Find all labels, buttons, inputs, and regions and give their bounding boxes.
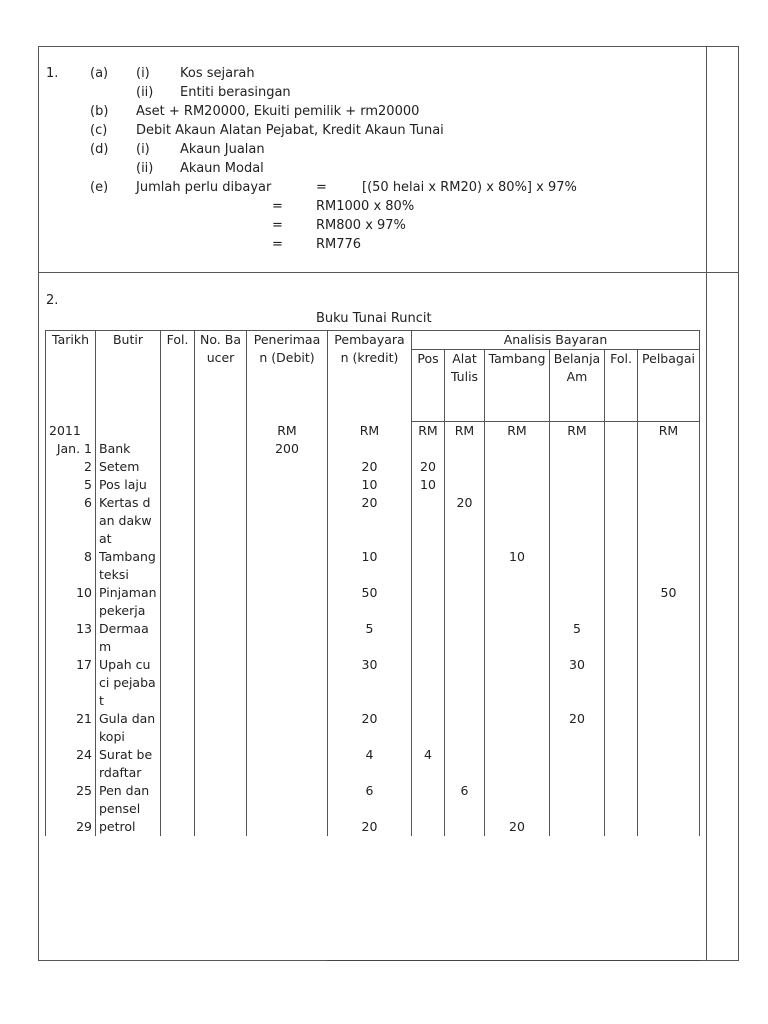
cell-date: 10 [46, 584, 96, 620]
sub-label: (i) [136, 66, 150, 81]
header-belanja-am: Belanja Am [550, 350, 605, 422]
cell-pos [412, 818, 445, 836]
header-butir: Butir [96, 331, 161, 422]
cell-tambang: 10 [485, 548, 550, 584]
calc-value: RM1000 x 80% [316, 199, 415, 214]
cell-pos [412, 620, 445, 656]
cell-pembayaran: 10 [328, 548, 412, 584]
part-label: (c) [90, 123, 108, 138]
cell-belanja-am [550, 476, 605, 494]
section-divider [38, 272, 739, 273]
cell-pelbagai [638, 548, 700, 584]
cell-belanja-am: 30 [550, 656, 605, 710]
cell-butir: Pos laju [96, 476, 161, 494]
cell-butir: petrol [96, 818, 161, 836]
cell-tambang [485, 746, 550, 782]
cell-pelbagai [638, 710, 700, 746]
unit-label: RM [485, 422, 550, 441]
cell-alat-tulis [445, 440, 485, 458]
cell-pos [412, 584, 445, 620]
cell-alat-tulis [445, 620, 485, 656]
equals-sign: = [272, 199, 283, 214]
table-row [46, 818, 700, 836]
margin-divider [706, 46, 707, 961]
cell-pelbagai [638, 440, 700, 458]
cell-belanja-am [550, 548, 605, 584]
cell-butir: Kertas dan dakwat [96, 494, 161, 548]
cell-alat-tulis [445, 746, 485, 782]
cell-butir: Setem [96, 458, 161, 476]
cell-alat-tulis [445, 548, 485, 584]
cell-pelbagai [638, 818, 700, 836]
cell-pembayaran: 4 [328, 746, 412, 782]
table-row [46, 584, 700, 620]
table-row [46, 548, 700, 584]
cell-date: 25 [46, 782, 96, 818]
cell-penerimaan [247, 476, 328, 494]
cell-penerimaan [247, 584, 328, 620]
cell-belanja-am: 5 [550, 620, 605, 656]
cell-date: 21 [46, 710, 96, 746]
cell-date: 2 [46, 458, 96, 476]
total-rule [327, 960, 700, 961]
sub-label: (i) [136, 142, 150, 157]
unit-label: RM [638, 422, 700, 441]
table-row [46, 476, 700, 494]
cell-penerimaan [247, 710, 328, 746]
cell-pos: 20 [412, 458, 445, 476]
cell-pelbagai [638, 494, 700, 548]
cell-pos [412, 548, 445, 584]
cell-butir: Dermaam [96, 620, 161, 656]
cell-tambang [485, 656, 550, 710]
cell-date: 13 [46, 620, 96, 656]
answer-text: Debit Akaun Alatan Pejabat, Kredit Akaun Tunai [136, 123, 444, 138]
unit-label: RM [550, 422, 605, 441]
header-analisis-bayaran: Analisis Bayaran [412, 331, 700, 350]
cell-butir: Tambang teksi [96, 548, 161, 584]
table-row [46, 458, 700, 476]
cell-date: 29 [46, 818, 96, 836]
cell-belanja-am [550, 494, 605, 548]
cell-pos [412, 494, 445, 548]
header-pos: Pos [412, 350, 445, 422]
unit-row [46, 422, 700, 441]
cell-pembayaran: 5 [328, 620, 412, 656]
calc-value: RM800 x 97% [316, 218, 406, 233]
cell-tambang [485, 620, 550, 656]
cell-pos [412, 440, 445, 458]
cell-butir: Pinjaman pekerja [96, 584, 161, 620]
cell-tambang [485, 476, 550, 494]
cell-date: 8 [46, 548, 96, 584]
cell-pembayaran: 20 [328, 494, 412, 548]
answer-text: Akaun Modal [180, 161, 264, 176]
cell-alat-tulis [445, 584, 485, 620]
cell-pembayaran [328, 440, 412, 458]
cell-alat-tulis [445, 656, 485, 710]
cell-penerimaan [247, 620, 328, 656]
answer-text: Entiti berasingan [180, 85, 291, 100]
table-row [46, 620, 700, 656]
cell-tambang: 20 [485, 818, 550, 836]
cell-penerimaan [247, 656, 328, 710]
cell-pembayaran: 20 [328, 458, 412, 476]
header-pembayaran: Pembayaran (kredit) [328, 331, 412, 422]
cell-tambang [485, 782, 550, 818]
cell-pelbagai [638, 746, 700, 782]
answer-text: Aset + RM20000, Ekuiti pemilik + rm20000 [136, 104, 420, 119]
cell-pelbagai [638, 782, 700, 818]
table-row [46, 782, 700, 818]
unit-label: RM [328, 422, 412, 441]
question-number: 2. [46, 293, 59, 308]
answer-text: Kos sejarah [180, 66, 255, 81]
answer-text: Akaun Jualan [180, 142, 265, 157]
cell-penerimaan: 200 [247, 440, 328, 458]
part-label: (a) [90, 66, 109, 81]
cell-pelbagai [638, 476, 700, 494]
table-row [46, 746, 700, 782]
cell-belanja-am [550, 440, 605, 458]
cell-date: 24 [46, 746, 96, 782]
cell-date: 6 [46, 494, 96, 548]
cell-tambang [485, 440, 550, 458]
cell-pembayaran: 50 [328, 584, 412, 620]
cell-alat-tulis [445, 710, 485, 746]
unit-label: RM [445, 422, 485, 441]
cell-alat-tulis: 6 [445, 782, 485, 818]
cell-pos [412, 710, 445, 746]
header-no-baucer: No. Baucer [195, 331, 247, 422]
cell-alat-tulis [445, 458, 485, 476]
cell-belanja-am [550, 782, 605, 818]
cell-pelbagai [638, 620, 700, 656]
header-tarikh: Tarikh [46, 331, 96, 422]
cell-penerimaan [247, 548, 328, 584]
part-label: (d) [90, 142, 109, 157]
cell-pelbagai [638, 458, 700, 476]
cell-pembayaran: 10 [328, 476, 412, 494]
cell-butir: Pen dan pensel [96, 782, 161, 818]
cell-tambang [485, 584, 550, 620]
cell-alat-tulis [445, 476, 485, 494]
table-row [46, 440, 700, 458]
cell-tambang [485, 458, 550, 476]
cell-date: Jan. 1 [46, 440, 96, 458]
cell-penerimaan [247, 746, 328, 782]
table-title: Buku Tunai Runcit [316, 311, 432, 326]
cell-penerimaan [247, 818, 328, 836]
equals-sign: = [316, 180, 327, 195]
cell-butir: Gula dan kopi [96, 710, 161, 746]
cell-pembayaran: 30 [328, 656, 412, 710]
cell-alat-tulis [445, 818, 485, 836]
answer-text: Jumlah perlu dibayar [136, 180, 272, 195]
part-label: (b) [90, 104, 109, 119]
cell-pembayaran: 20 [328, 818, 412, 836]
cell-pos: 4 [412, 746, 445, 782]
equals-sign: = [272, 237, 283, 252]
cell-belanja-am [550, 458, 605, 476]
cell-alat-tulis: 20 [445, 494, 485, 548]
cell-belanja-am [550, 746, 605, 782]
cell-date: 17 [46, 656, 96, 710]
cell-belanja-am: 20 [550, 710, 605, 746]
cell-penerimaan [247, 782, 328, 818]
unit-label: RM [412, 422, 445, 441]
cell-pembayaran: 6 [328, 782, 412, 818]
sub-label: (ii) [136, 85, 154, 100]
header-pelbagai: Pelbagai [638, 350, 700, 422]
cell-pelbagai: 50 [638, 584, 700, 620]
cell-butir: Upah cuci pejabat [96, 656, 161, 710]
table-row [46, 710, 700, 746]
cell-pos [412, 656, 445, 710]
petty-cash-book-table [45, 330, 700, 836]
header-penerimaan: Penerimaan (Debit) [247, 331, 328, 422]
cell-belanja-am [550, 584, 605, 620]
header-fol: Fol. [605, 350, 638, 422]
question-number: 1. [46, 66, 59, 81]
cell-belanja-am [550, 818, 605, 836]
header-alat-tulis: Alat Tulis [445, 350, 485, 422]
equals-sign: = [272, 218, 283, 233]
cell-pos [412, 782, 445, 818]
cell-penerimaan [247, 458, 328, 476]
table-row [46, 656, 700, 710]
cell-penerimaan [247, 494, 328, 548]
cell-pembayaran: 20 [328, 710, 412, 746]
calc-value: RM776 [316, 237, 362, 252]
table-row [46, 494, 700, 548]
sub-label: (ii) [136, 161, 154, 176]
year-cell: 2011 [46, 422, 96, 441]
cell-pos: 10 [412, 476, 445, 494]
header-tambang: Tambang [485, 350, 550, 422]
cell-tambang [485, 494, 550, 548]
header-fol: Fol. [161, 331, 195, 422]
cell-date: 5 [46, 476, 96, 494]
cell-butir: Surat berdaftar [96, 746, 161, 782]
unit-label: RM [247, 422, 328, 441]
cell-butir: Bank [96, 440, 161, 458]
cell-tambang [485, 710, 550, 746]
cell-pelbagai [638, 656, 700, 710]
part-label: (e) [90, 180, 109, 195]
calc-value: [(50 helai x RM20) x 80%] x 97% [362, 180, 577, 195]
